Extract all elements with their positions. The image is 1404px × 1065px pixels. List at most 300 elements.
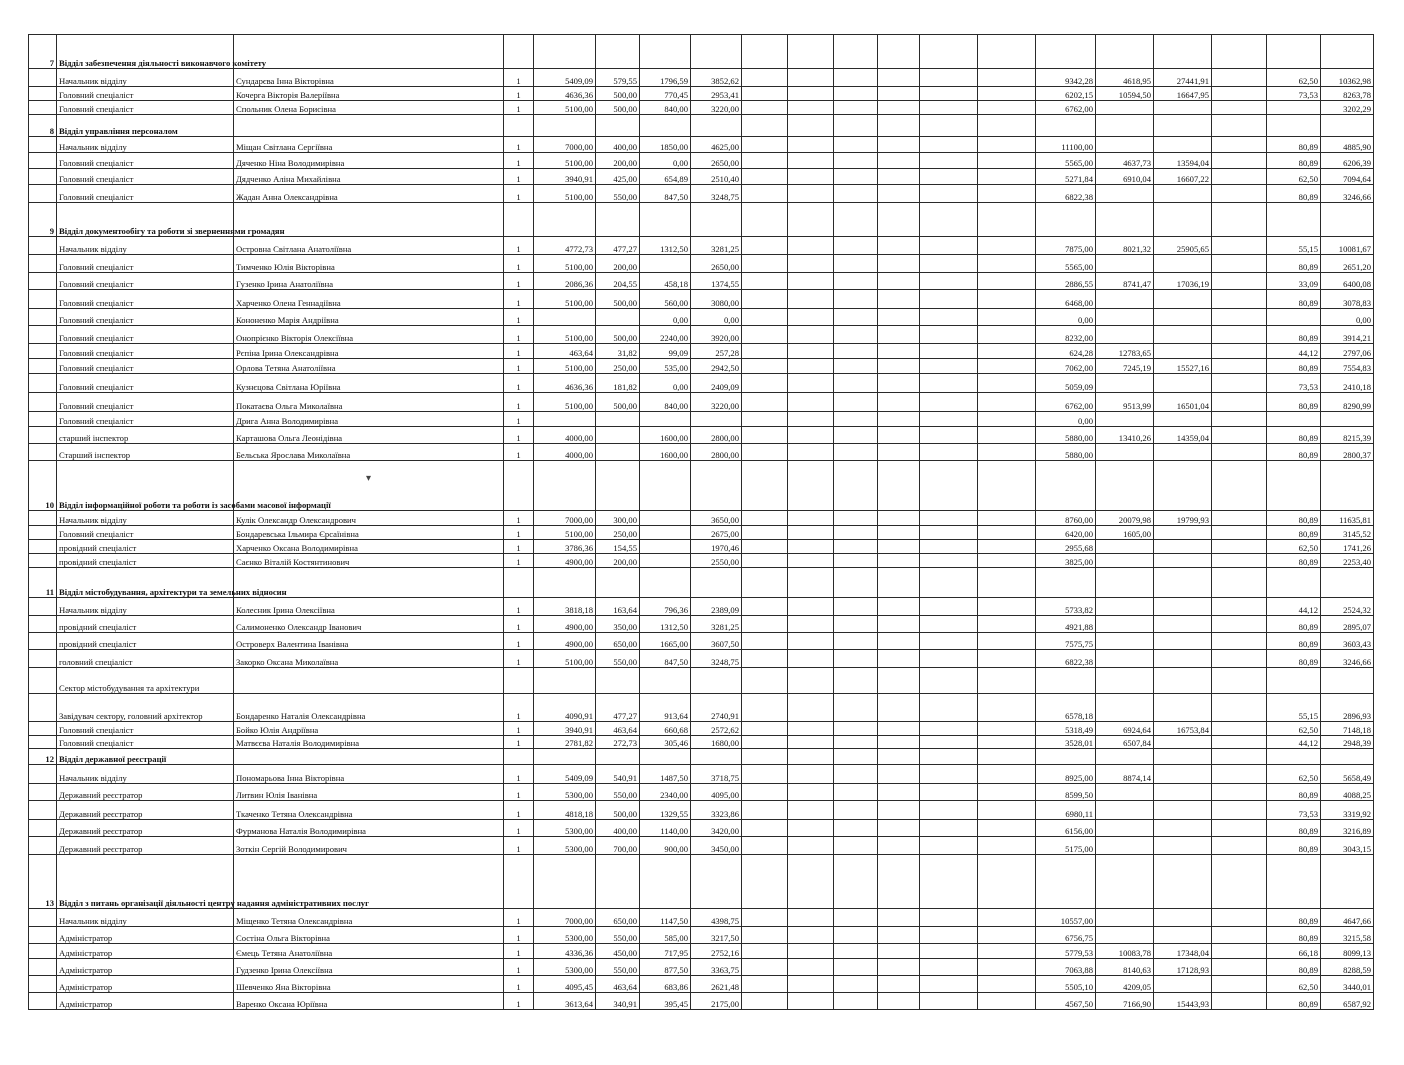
amount-cell bbox=[1096, 554, 1154, 568]
amount-cell: 2675,00 bbox=[691, 526, 742, 540]
amount-cell bbox=[920, 554, 978, 568]
amount-cell: 6756,75 bbox=[1036, 927, 1096, 944]
empty-cell bbox=[29, 359, 57, 374]
empty-cell bbox=[920, 568, 978, 598]
amount-cell bbox=[1212, 765, 1267, 784]
empty-cell bbox=[504, 749, 534, 765]
amount-cell: 3914,21 bbox=[1321, 326, 1374, 344]
amount-cell: 2896,93 bbox=[1321, 694, 1374, 722]
amount-cell bbox=[920, 736, 978, 749]
amount-cell bbox=[878, 169, 920, 185]
amount-cell: 3281,25 bbox=[691, 616, 742, 633]
amount-cell bbox=[978, 959, 1036, 976]
empty-cell bbox=[1321, 749, 1374, 765]
amount-cell: 80,89 bbox=[1267, 326, 1321, 344]
empty-cell bbox=[1036, 203, 1096, 237]
amount-cell bbox=[1212, 598, 1267, 616]
staff-count-cell: 1 bbox=[504, 101, 534, 115]
amount-cell: 55,15 bbox=[1267, 237, 1321, 255]
amount-cell bbox=[878, 359, 920, 374]
amount-cell: 550,00 bbox=[596, 185, 640, 203]
table-row bbox=[29, 326, 1374, 344]
amount-cell bbox=[978, 554, 1036, 568]
amount-cell bbox=[834, 344, 878, 359]
amount-cell bbox=[878, 290, 920, 309]
table-row bbox=[29, 412, 1374, 427]
section-row bbox=[29, 115, 1374, 137]
amount-cell: 500,00 bbox=[596, 393, 640, 412]
amount-cell bbox=[1212, 185, 1267, 203]
staff-count-cell: 1 bbox=[504, 237, 534, 255]
amount-cell bbox=[742, 909, 788, 927]
table-row bbox=[29, 101, 1374, 115]
amount-cell bbox=[978, 993, 1036, 1010]
employee-name-cell: Міщенко Тетяна Олександрівна bbox=[234, 909, 504, 927]
staff-count-cell: 1 bbox=[504, 540, 534, 554]
position-cell: Державний реєстратор bbox=[57, 820, 234, 837]
empty-cell bbox=[1267, 568, 1321, 598]
amount-cell: 5300,00 bbox=[534, 959, 596, 976]
amount-cell: 660,68 bbox=[640, 722, 691, 736]
amount-cell bbox=[742, 69, 788, 87]
position-cell: Головний спеціаліст bbox=[57, 359, 234, 374]
table-row bbox=[29, 237, 1374, 255]
staff-count-cell: 1 bbox=[504, 69, 534, 87]
amount-cell: 17128,93 bbox=[1154, 959, 1212, 976]
amount-cell bbox=[788, 153, 834, 169]
amount-cell: 15527,16 bbox=[1154, 359, 1212, 374]
staff-count-cell: 1 bbox=[504, 633, 534, 650]
amount-cell bbox=[742, 153, 788, 169]
amount-cell: 1374,55 bbox=[691, 273, 742, 290]
empty-cell bbox=[834, 461, 878, 511]
amount-cell: 3613,64 bbox=[534, 993, 596, 1010]
amount-cell bbox=[920, 137, 978, 153]
amount-cell bbox=[742, 820, 788, 837]
staff-count-cell: 1 bbox=[504, 554, 534, 568]
amount-cell: 458,18 bbox=[640, 273, 691, 290]
amount-cell bbox=[920, 633, 978, 650]
amount-cell: 2086,36 bbox=[534, 273, 596, 290]
staff-salary-table bbox=[28, 34, 1374, 1010]
empty-cell bbox=[29, 909, 57, 927]
amount-cell bbox=[1212, 722, 1267, 736]
amount-cell bbox=[742, 616, 788, 633]
section-title: Відділ державної реєстрації bbox=[57, 749, 234, 765]
table-row bbox=[29, 87, 1374, 101]
amount-cell bbox=[834, 722, 878, 736]
empty-cell bbox=[920, 668, 978, 694]
empty-cell bbox=[1212, 461, 1267, 511]
staff-count-cell: 1 bbox=[504, 273, 534, 290]
amount-cell: 7148,18 bbox=[1321, 722, 1374, 736]
position-cell: Державний реєстратор bbox=[57, 801, 234, 820]
amount-cell bbox=[978, 69, 1036, 87]
amount-cell bbox=[1154, 909, 1212, 927]
amount-cell: 5100,00 bbox=[534, 393, 596, 412]
empty-cell bbox=[691, 461, 742, 511]
empty-cell bbox=[1154, 568, 1212, 598]
amount-cell bbox=[920, 344, 978, 359]
amount-cell bbox=[1154, 801, 1212, 820]
amount-cell: 1741,26 bbox=[1321, 540, 1374, 554]
employee-name-cell: Литвин Юлія Іванівна bbox=[234, 784, 504, 801]
amount-cell: 5658,49 bbox=[1321, 765, 1374, 784]
amount-cell: 62,50 bbox=[1267, 722, 1321, 736]
amount-cell bbox=[1154, 837, 1212, 855]
amount-cell bbox=[920, 650, 978, 668]
amount-cell: 3528,01 bbox=[1036, 736, 1096, 749]
amount-cell: 4090,91 bbox=[534, 694, 596, 722]
amount-cell: 2650,00 bbox=[691, 153, 742, 169]
amount-cell: 5733,82 bbox=[1036, 598, 1096, 616]
amount-cell: 80,89 bbox=[1267, 927, 1321, 944]
employee-name-cell: Пономарьова Інна Вікторівна bbox=[234, 765, 504, 784]
amount-cell bbox=[834, 540, 878, 554]
empty-cell bbox=[29, 820, 57, 837]
table-row bbox=[29, 359, 1374, 374]
position-cell: Головний спеціаліст bbox=[57, 273, 234, 290]
empty-cell bbox=[596, 203, 640, 237]
section-title: Відділ містобудування, архітектури та земельних відносин bbox=[57, 568, 234, 598]
amount-cell: 8021,32 bbox=[1096, 237, 1154, 255]
staff-count-cell: 1 bbox=[504, 87, 534, 101]
amount-cell: 2886,55 bbox=[1036, 273, 1096, 290]
section-number: 12 bbox=[29, 749, 57, 765]
staff-count-cell: 1 bbox=[504, 309, 534, 326]
position-cell: Адміністратор bbox=[57, 944, 234, 959]
empty-cell bbox=[596, 461, 640, 511]
position-cell: Начальник відділу bbox=[57, 598, 234, 616]
amount-cell: 6202,15 bbox=[1036, 87, 1096, 101]
amount-cell: 2651,20 bbox=[1321, 255, 1374, 273]
employee-name-cell: Карташова Ольга Леонідівна bbox=[234, 427, 504, 444]
table-row bbox=[29, 137, 1374, 153]
amount-cell bbox=[1154, 633, 1212, 650]
amount-cell: 5409,09 bbox=[534, 69, 596, 87]
amount-cell: 2524,32 bbox=[1321, 598, 1374, 616]
amount-cell bbox=[1154, 137, 1212, 153]
amount-cell bbox=[878, 784, 920, 801]
amount-cell bbox=[978, 444, 1036, 461]
section-row bbox=[29, 855, 1374, 909]
amount-cell: 80,89 bbox=[1267, 153, 1321, 169]
amount-cell: 4921,88 bbox=[1036, 616, 1096, 633]
amount-cell: 2797,06 bbox=[1321, 344, 1374, 359]
amount-cell bbox=[920, 801, 978, 820]
position-cell: Головний спеціаліст bbox=[57, 393, 234, 412]
empty-cell bbox=[29, 69, 57, 87]
amount-cell: 3215,58 bbox=[1321, 927, 1374, 944]
empty-cell bbox=[596, 749, 640, 765]
amount-cell bbox=[1154, 598, 1212, 616]
amount-cell: 717,95 bbox=[640, 944, 691, 959]
amount-cell: 6980,11 bbox=[1036, 801, 1096, 820]
amount-cell: 13410,26 bbox=[1096, 427, 1154, 444]
amount-cell: 7554,83 bbox=[1321, 359, 1374, 374]
empty-cell bbox=[29, 668, 57, 694]
empty-cell bbox=[29, 837, 57, 855]
staff-count-cell: 1 bbox=[504, 765, 534, 784]
amount-cell bbox=[742, 944, 788, 959]
empty-cell bbox=[29, 976, 57, 993]
amount-cell bbox=[834, 273, 878, 290]
amount-cell: 650,00 bbox=[596, 633, 640, 650]
table-row bbox=[29, 290, 1374, 309]
amount-cell bbox=[1212, 69, 1267, 87]
amount-cell bbox=[1212, 137, 1267, 153]
amount-cell: 624,28 bbox=[1036, 344, 1096, 359]
amount-cell bbox=[788, 633, 834, 650]
empty-cell bbox=[742, 568, 788, 598]
staff-count-cell: 1 bbox=[504, 169, 534, 185]
amount-cell bbox=[1154, 820, 1212, 837]
amount-cell bbox=[834, 69, 878, 87]
table-row bbox=[29, 153, 1374, 169]
amount-cell bbox=[878, 694, 920, 722]
empty-cell bbox=[596, 115, 640, 137]
staff-count-cell: 1 bbox=[504, 153, 534, 169]
amount-cell bbox=[878, 87, 920, 101]
empty-cell bbox=[878, 35, 920, 69]
amount-cell: 10362,98 bbox=[1321, 69, 1374, 87]
amount-cell bbox=[978, 511, 1036, 526]
empty-cell bbox=[1096, 203, 1154, 237]
amount-cell bbox=[1212, 153, 1267, 169]
amount-cell bbox=[1096, 309, 1154, 326]
amount-cell bbox=[1212, 393, 1267, 412]
amount-cell: 5409,09 bbox=[534, 765, 596, 784]
empty-cell bbox=[1321, 461, 1374, 511]
amount-cell: 5100,00 bbox=[534, 185, 596, 203]
amount-cell: 770,45 bbox=[640, 87, 691, 101]
empty-cell bbox=[1036, 35, 1096, 69]
empty-cell bbox=[596, 668, 640, 694]
empty-cell bbox=[920, 203, 978, 237]
amount-cell: 4398,75 bbox=[691, 909, 742, 927]
empty-cell bbox=[1154, 115, 1212, 137]
empty-cell bbox=[878, 749, 920, 765]
empty-cell bbox=[1096, 115, 1154, 137]
amount-cell bbox=[788, 137, 834, 153]
empty-cell bbox=[834, 203, 878, 237]
empty-cell bbox=[920, 749, 978, 765]
section-title: Відділ управління персоналом bbox=[57, 115, 234, 137]
employee-name-cell: Міщан Світлана Сергіївна bbox=[234, 137, 504, 153]
amount-cell: 5100,00 bbox=[534, 153, 596, 169]
amount-cell: 300,00 bbox=[596, 511, 640, 526]
amount-cell: 4900,00 bbox=[534, 554, 596, 568]
amount-cell bbox=[1096, 290, 1154, 309]
empty-cell bbox=[1321, 35, 1374, 69]
staff-count-cell: 1 bbox=[504, 820, 534, 837]
staff-count-cell: 1 bbox=[504, 185, 534, 203]
amount-cell: 200,00 bbox=[596, 554, 640, 568]
employee-name-cell: Ємець Тетяна Анатоліївна bbox=[234, 944, 504, 959]
amount-cell: 2800,00 bbox=[691, 444, 742, 461]
empty-cell bbox=[1036, 668, 1096, 694]
amount-cell bbox=[788, 736, 834, 749]
position-cell: Головний спеціаліст bbox=[57, 736, 234, 749]
amount-cell: 80,89 bbox=[1267, 393, 1321, 412]
empty-cell bbox=[1036, 568, 1096, 598]
amount-cell: 200,00 bbox=[596, 153, 640, 169]
amount-cell bbox=[742, 784, 788, 801]
amount-cell: 5100,00 bbox=[534, 290, 596, 309]
amount-cell bbox=[978, 944, 1036, 959]
amount-cell bbox=[1212, 374, 1267, 393]
empty-cell bbox=[640, 35, 691, 69]
table-row bbox=[29, 927, 1374, 944]
empty-cell bbox=[534, 749, 596, 765]
table-row bbox=[29, 526, 1374, 540]
amount-cell: 4567,50 bbox=[1036, 993, 1096, 1010]
staff-count-cell: 1 bbox=[504, 959, 534, 976]
amount-cell: 14359,04 bbox=[1154, 427, 1212, 444]
position-cell: Начальник відділу bbox=[57, 137, 234, 153]
amount-cell: 463,64 bbox=[534, 344, 596, 359]
amount-cell bbox=[742, 309, 788, 326]
amount-cell bbox=[742, 927, 788, 944]
staff-count-cell: 1 bbox=[504, 784, 534, 801]
amount-cell: 4088,25 bbox=[1321, 784, 1374, 801]
amount-cell bbox=[1154, 554, 1212, 568]
amount-cell bbox=[978, 650, 1036, 668]
amount-cell bbox=[878, 326, 920, 344]
employee-name-cell: Покатаєва Ольга Миколаївна bbox=[234, 393, 504, 412]
amount-cell bbox=[834, 326, 878, 344]
amount-cell bbox=[596, 309, 640, 326]
empty-cell bbox=[640, 461, 691, 511]
empty-cell bbox=[1036, 749, 1096, 765]
empty-cell bbox=[29, 412, 57, 427]
empty-cell bbox=[1212, 35, 1267, 69]
empty-cell bbox=[504, 461, 534, 511]
amount-cell: 4000,00 bbox=[534, 444, 596, 461]
amount-cell bbox=[920, 927, 978, 944]
amount-cell: 3323,86 bbox=[691, 801, 742, 820]
empty-cell bbox=[978, 855, 1036, 909]
staff-count-cell: 1 bbox=[504, 944, 534, 959]
staff-count-cell: 1 bbox=[504, 837, 534, 855]
amount-cell: 4772,73 bbox=[534, 237, 596, 255]
amount-cell: 0,00 bbox=[640, 153, 691, 169]
amount-cell: 0,00 bbox=[640, 374, 691, 393]
empty-cell bbox=[29, 255, 57, 273]
employee-name-cell: Гудзенко Ірина Олексіївна bbox=[234, 959, 504, 976]
amount-cell bbox=[834, 616, 878, 633]
empty-cell bbox=[878, 115, 920, 137]
amount-cell bbox=[1212, 540, 1267, 554]
empty-cell bbox=[1154, 749, 1212, 765]
amount-cell: 395,45 bbox=[640, 993, 691, 1010]
amount-cell bbox=[1212, 927, 1267, 944]
amount-cell bbox=[878, 273, 920, 290]
amount-cell bbox=[1096, 820, 1154, 837]
section-row bbox=[29, 749, 1374, 765]
employee-name-cell: Гузенко Ірина Анатоліївна bbox=[234, 273, 504, 290]
amount-cell bbox=[878, 598, 920, 616]
amount-cell: 7166,90 bbox=[1096, 993, 1154, 1010]
amount-cell: 3718,75 bbox=[691, 765, 742, 784]
empty-cell bbox=[596, 568, 640, 598]
amount-cell bbox=[1096, 616, 1154, 633]
amount-cell bbox=[978, 736, 1036, 749]
amount-cell: 16753,84 bbox=[1154, 722, 1212, 736]
amount-cell bbox=[742, 959, 788, 976]
amount-cell bbox=[920, 526, 978, 540]
amount-cell: 585,00 bbox=[640, 927, 691, 944]
empty-cell bbox=[878, 855, 920, 909]
amount-cell: 8599,50 bbox=[1036, 784, 1096, 801]
amount-cell: 80,89 bbox=[1267, 993, 1321, 1010]
amount-cell bbox=[640, 255, 691, 273]
empty-cell bbox=[1267, 855, 1321, 909]
staff-count-cell: 1 bbox=[504, 801, 534, 820]
amount-cell: 4618,95 bbox=[1096, 69, 1154, 87]
amount-cell bbox=[1212, 237, 1267, 255]
amount-cell: 500,00 bbox=[596, 801, 640, 820]
amount-cell: 62,50 bbox=[1267, 540, 1321, 554]
position-cell: Адміністратор bbox=[57, 959, 234, 976]
amount-cell bbox=[788, 393, 834, 412]
empty-cell bbox=[534, 35, 596, 69]
amount-cell: 463,64 bbox=[596, 976, 640, 993]
empty-cell bbox=[1154, 461, 1212, 511]
amount-cell: 5318,49 bbox=[1036, 722, 1096, 736]
amount-cell bbox=[878, 412, 920, 427]
table-row bbox=[29, 616, 1374, 633]
amount-cell: 6420,00 bbox=[1036, 526, 1096, 540]
empty-cell bbox=[1212, 203, 1267, 237]
empty-cell bbox=[29, 511, 57, 526]
section-row bbox=[29, 461, 1374, 511]
amount-cell: 2800,37 bbox=[1321, 444, 1374, 461]
amount-cell bbox=[1212, 650, 1267, 668]
empty-cell bbox=[29, 393, 57, 412]
staff-count-cell: 1 bbox=[504, 650, 534, 668]
amount-cell: 3420,00 bbox=[691, 820, 742, 837]
staff-count-cell: 1 bbox=[504, 255, 534, 273]
employee-name-cell: Фурманова Наталія Володимирівна bbox=[234, 820, 504, 837]
amount-cell bbox=[920, 765, 978, 784]
amount-cell: 1312,50 bbox=[640, 237, 691, 255]
amount-cell bbox=[742, 650, 788, 668]
amount-cell: 73,53 bbox=[1267, 801, 1321, 820]
position-cell: Головний спеціаліст bbox=[57, 309, 234, 326]
position-cell: Головний спеціаліст bbox=[57, 722, 234, 736]
amount-cell: 477,27 bbox=[596, 237, 640, 255]
amount-cell: 7575,75 bbox=[1036, 633, 1096, 650]
empty-cell bbox=[29, 137, 57, 153]
amount-cell: 2955,68 bbox=[1036, 540, 1096, 554]
amount-cell: 340,91 bbox=[596, 993, 640, 1010]
amount-cell: 847,50 bbox=[640, 185, 691, 203]
position-cell: Головний спеціаліст bbox=[57, 412, 234, 427]
amount-cell: 2895,07 bbox=[1321, 616, 1374, 633]
amount-cell: 8140,63 bbox=[1096, 959, 1154, 976]
amount-cell bbox=[742, 185, 788, 203]
empty-cell bbox=[1267, 35, 1321, 69]
amount-cell: 80,89 bbox=[1267, 137, 1321, 153]
employee-name-cell: Рєпіна Ірина Олександрівна bbox=[234, 344, 504, 359]
amount-cell bbox=[834, 820, 878, 837]
amount-cell: 500,00 bbox=[596, 290, 640, 309]
amount-cell bbox=[1096, 540, 1154, 554]
amount-cell bbox=[1212, 993, 1267, 1010]
amount-cell bbox=[978, 153, 1036, 169]
employee-name-cell: Бойко Юлія Андріївна bbox=[234, 722, 504, 736]
